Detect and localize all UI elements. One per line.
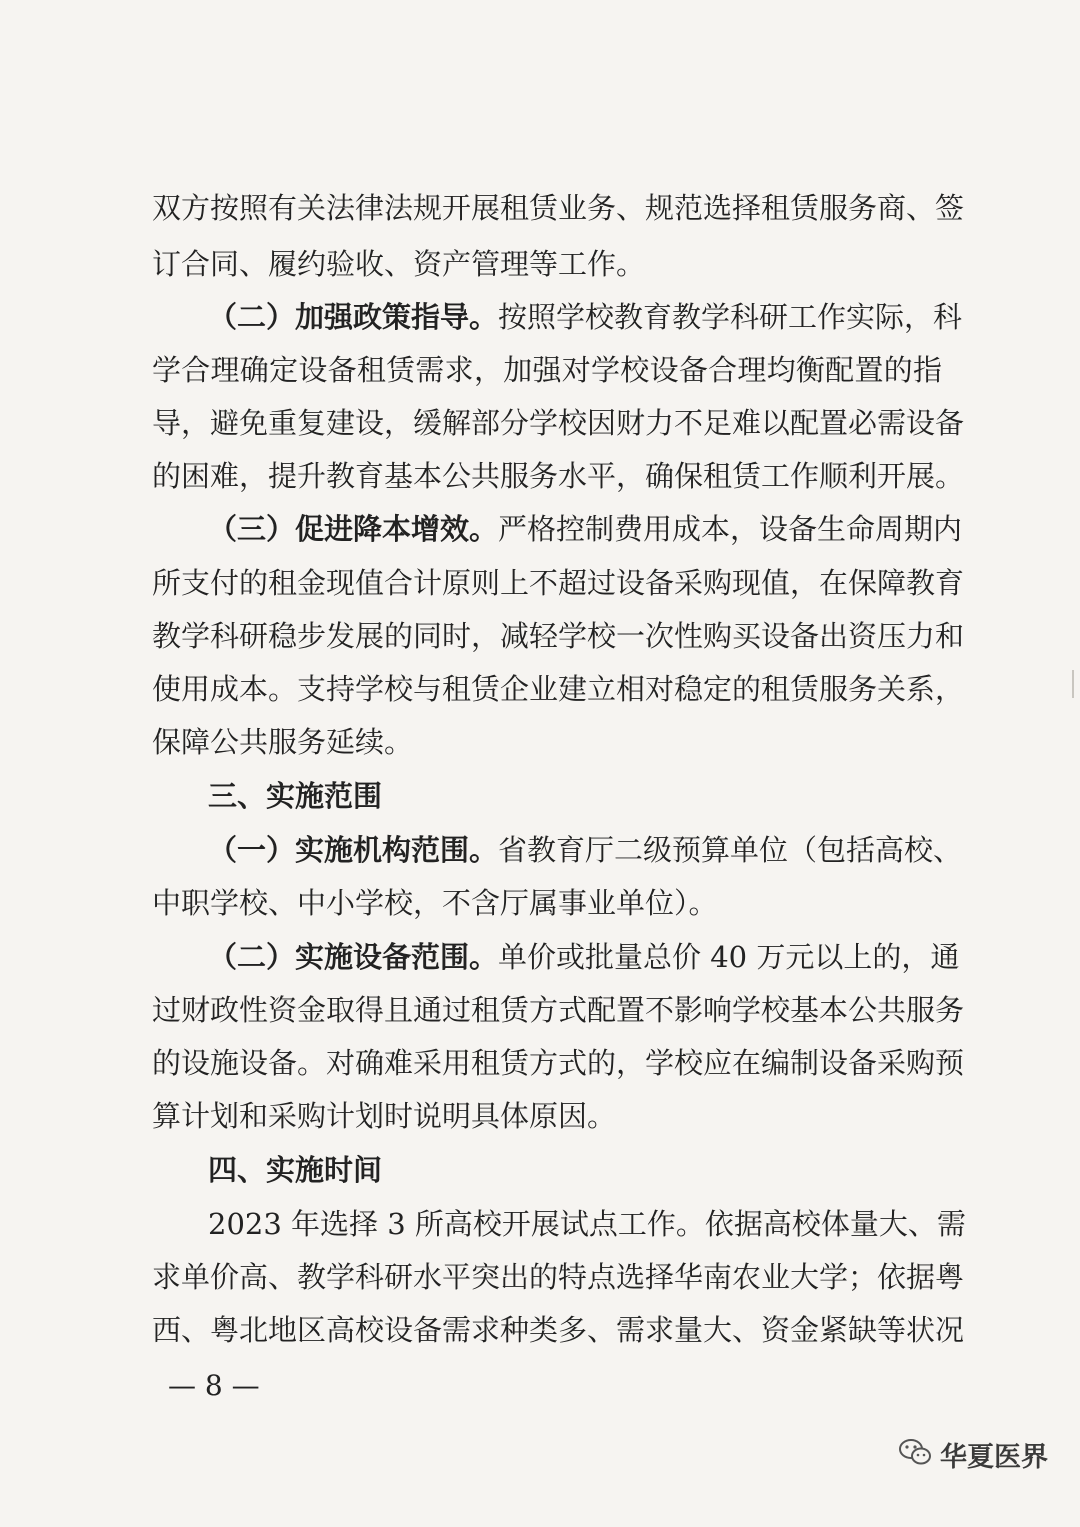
section-4-para-1-first-line: 2023 年选择 3 所高校开展试点工作。依据高校体量大、需: [208, 1207, 966, 1241]
body-line: 的设施设备。对确难采用租赁方式的，学校应在编制设备采购预: [152, 1046, 965, 1080]
section-3-para-2-title: （二）实施设备范围。: [208, 940, 499, 974]
section-4-heading: 四、实施时间: [208, 1153, 383, 1187]
section-3-para-2-text: 单价或批量总价 40 万元以上的，通: [498, 940, 960, 974]
wechat-icon: [898, 1437, 932, 1471]
body-line: 使用成本。支持学校与租赁企业建立相对稳定的租赁服务关系，: [152, 672, 965, 706]
section-3-para-1-title: （一）实施机构范围。: [208, 833, 499, 867]
body-line: 西、粤北地区高校设备需求种类多、需求量大、资金紧缺等状况: [152, 1313, 965, 1347]
body-line: 学合理确定设备租赁需求，加强对学校设备合理均衡配置的指: [152, 353, 942, 387]
section-3-para-2-first-line: [208, 927, 960, 987]
section-3-heading: 三、实施范围: [208, 779, 383, 813]
body-line: 双方按照有关法律法规开展租赁业务、规范选择租赁服务商、签: [152, 191, 965, 225]
paragraph-3-first-line: [208, 499, 963, 559]
section-3-para-1-first-line: [208, 820, 963, 880]
watermark: [898, 1432, 1048, 1476]
body-line: 过财政性资金取得且通过租赁方式配置不影响学校基本公共服务: [152, 993, 965, 1027]
paragraph-3-title: （三）促进降本增效。: [208, 512, 499, 546]
paragraph-2-text: 按照学校教育教学科研工作实际，科: [498, 300, 963, 334]
body-line: 求单价高、教学科研水平突出的特点选择华南农业大学；依据粤: [152, 1260, 965, 1294]
section-3-para-1-text: 省教育厅二级预算单位（包括高校、: [498, 833, 963, 867]
body-line: 保障公共服务延续。: [152, 725, 414, 759]
watermark-text: 华夏医界: [940, 1441, 1048, 1473]
body-line: 订合同、履约验收、资产管理等工作。: [152, 247, 646, 281]
body-line: 算计划和采购计划时说明具体原因。: [152, 1099, 617, 1133]
paragraph-2-first-line: [208, 287, 963, 347]
scan-mark: [1072, 670, 1074, 698]
body-line: 教学科研稳步发展的同时，减轻学校一次性购买设备出资压力和: [152, 619, 965, 653]
body-line: 中职学校、中小学校，不含厅属事业单位）。: [152, 886, 718, 920]
paragraph-3-text: 严格控制费用成本，设备生命周期内: [498, 512, 963, 546]
body-line: 的困难，提升教育基本公共服务水平，确保租赁工作顺利开展。: [152, 459, 965, 493]
body-line: 导，避免重复建设，缓解部分学校因财力不足难以配置必需设备: [152, 406, 965, 440]
body-line: 所支付的租金现值合计原则上不超过设备采购现值，在保障教育: [152, 566, 965, 600]
paragraph-2-title: （二）加强政策指导。: [208, 300, 499, 334]
page-number: — 8 —: [168, 1369, 260, 1402]
